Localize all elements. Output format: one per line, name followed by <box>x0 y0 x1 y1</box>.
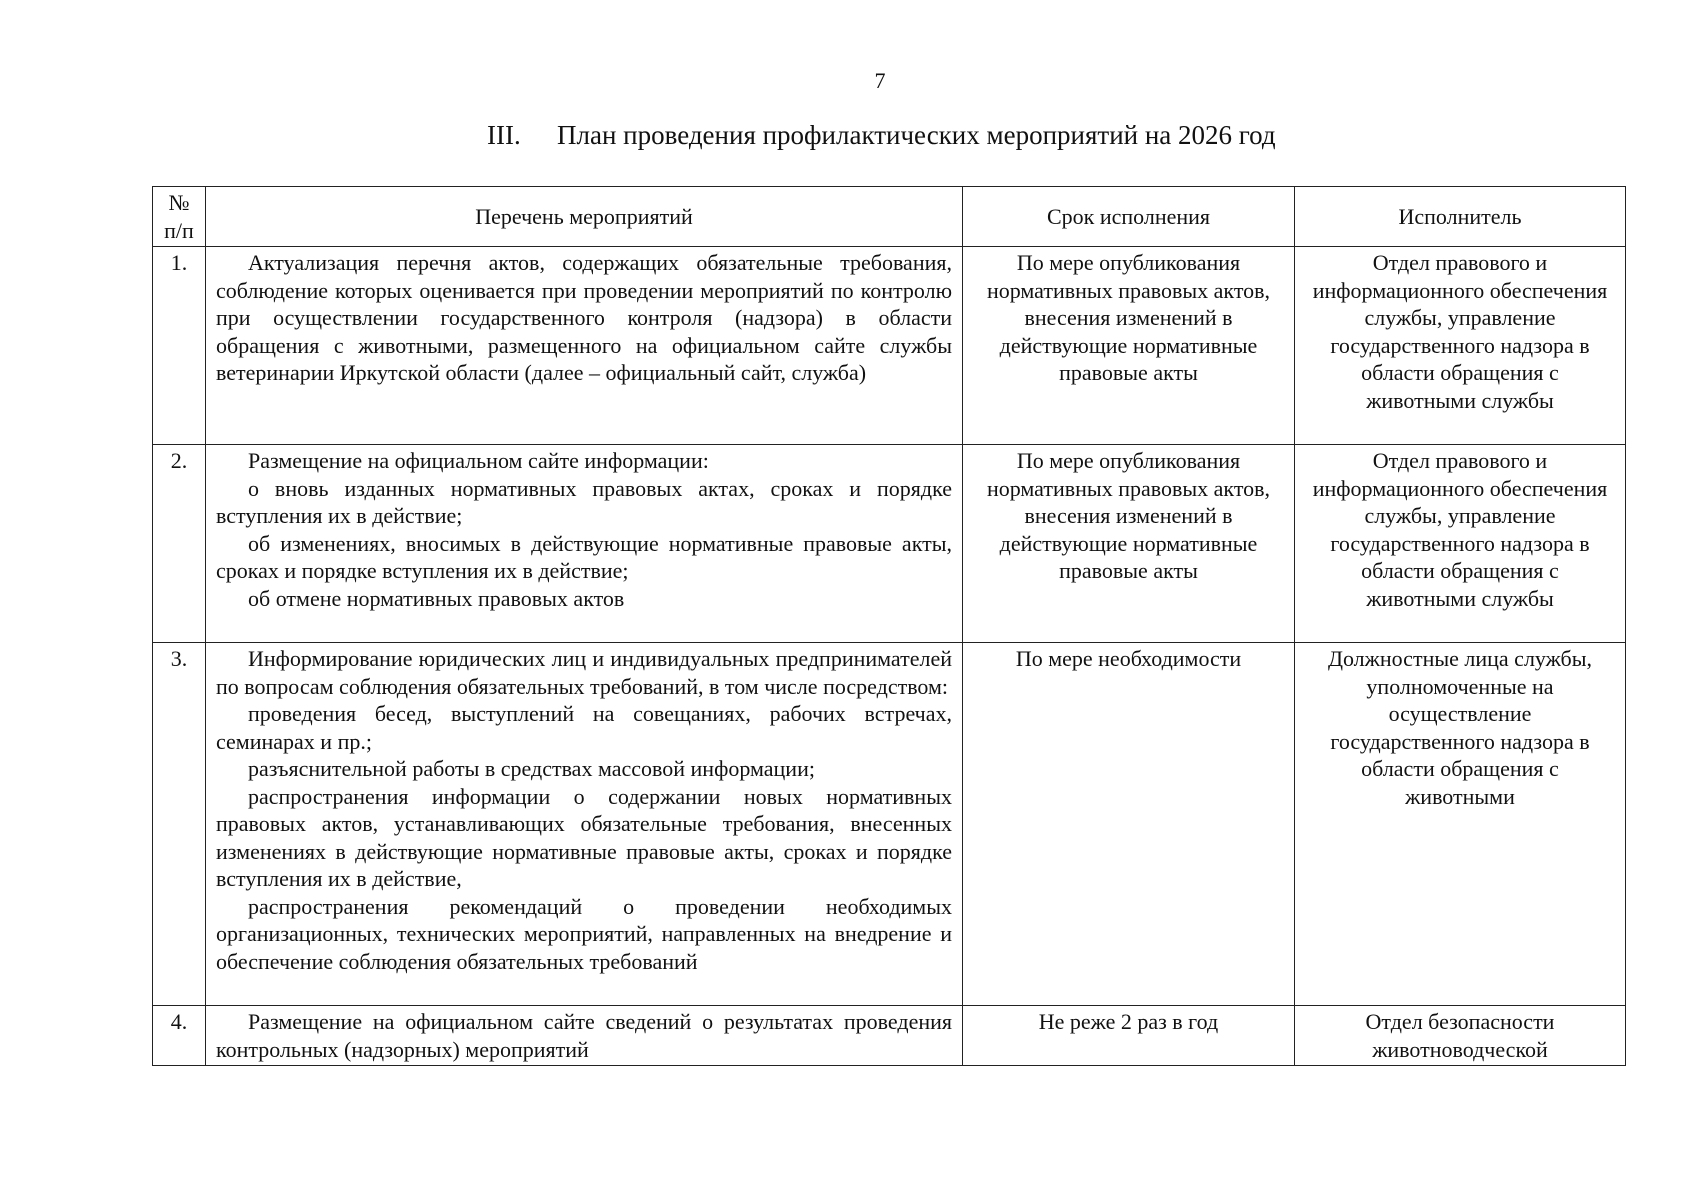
activities-plan-table <box>152 186 1626 1066</box>
header-activities: Перечень мероприятий <box>206 187 963 247</box>
executor-cell: Отдел правового и информационного обеспечения службы, управление государственного надзора в области обращения с животными службы <box>1295 445 1626 643</box>
activity-paragraph: проведения бесед, выступлений на совещаниях, рабочих встречах, семинарах и пр.; <box>216 701 952 754</box>
page-number: 7 <box>874 68 886 93</box>
term-cell: По мере опубликования нормативных правовых актов, внесения изменений в действующие нормативные правовые акты <box>963 247 1295 445</box>
table-row <box>153 643 1626 1006</box>
row-number: 4. <box>153 1006 206 1066</box>
term-cell: По мере опубликования нормативных правовых актов, внесения изменений в действующие нормативные правовые акты <box>963 445 1295 643</box>
activity-paragraph: распространения информации о содержании новых нормативных правовых актов, устанавливающих обязательные требования, внесенных изменениях в действующие нормативные правовые акты, сроках и порядке вступления их в действие, <box>216 783 952 891</box>
activity-paragraph: Информирование юридических лиц и индивидуальных предпринимателей по вопросам соблюдения обязательных требований, в том числе посредством: <box>216 646 952 699</box>
header-executor: Исполнитель <box>1295 187 1626 247</box>
activity-paragraph: о вновь изданных нормативных правовых актах, сроках и порядке вступления их в действие; <box>216 475 952 528</box>
header-term: Срок исполнения <box>963 187 1295 247</box>
activity-paragraph: об изменениях, вносимых в действующие нормативные правовые акты, сроках и порядке вступления их в действие; <box>216 530 952 583</box>
table-row <box>153 247 1626 445</box>
term-cell: Не реже 2 раз в год <box>963 1006 1295 1066</box>
activity-paragraph: об отмене нормативных правовых актов <box>248 585 625 611</box>
row-number: 3. <box>153 643 206 1006</box>
executor-cell: Отдел правового и информационного обеспечения службы, управление государственного надзора в области обращения с животными службы <box>1295 247 1626 445</box>
activity-cell <box>206 445 963 643</box>
section-title-text: План проведения профилактических мероприятий на 2026 год <box>557 120 1276 150</box>
activity-paragraph: Размещение на официальном сайте сведений о результатах проведения контрольных (надзорных) мероприятий <box>216 1009 952 1062</box>
header-num: № п/п <box>153 187 206 247</box>
activity-paragraph: распространения рекомендаций о проведении необходимых организационных, технических мероприятий, направленных на внедрение и обеспечение соблюдения обязательных требований <box>216 893 952 974</box>
activity-paragraph: Актуализация перечня актов, содержащих обязательные требования, соблюдение которых оценивается при проведении мероприятий по контролю при осуществлении государственного контроля (надзора) в области обращения с животными, размещенного на официальном сайте службы ветеринарии Иркутской области (далее – официальный сайт, служба) <box>216 250 952 385</box>
row-number: 1. <box>153 247 206 445</box>
activity-paragraph: разъяснительной работы в средствах массовой информации; <box>248 756 815 781</box>
table-header-row <box>153 187 1626 247</box>
section-title <box>487 120 1276 151</box>
activity-cell <box>206 643 963 1006</box>
row-number: 2. <box>153 445 206 643</box>
executor-cell: Отдел безопасности животноводческой <box>1295 1006 1626 1066</box>
table-row <box>153 1006 1626 1066</box>
activity-cell <box>206 247 963 445</box>
activity-paragraph: Размещение на официальном сайте информации: <box>248 448 709 473</box>
term-cell: По мере необходимости <box>963 643 1295 1006</box>
activity-cell <box>206 1006 963 1066</box>
section-numeral: III. <box>487 120 521 150</box>
executor-cell: Должностные лица службы, уполномоченные на осуществление государственного надзора в области обращения с животными <box>1295 643 1626 1006</box>
table-row <box>153 445 1626 643</box>
